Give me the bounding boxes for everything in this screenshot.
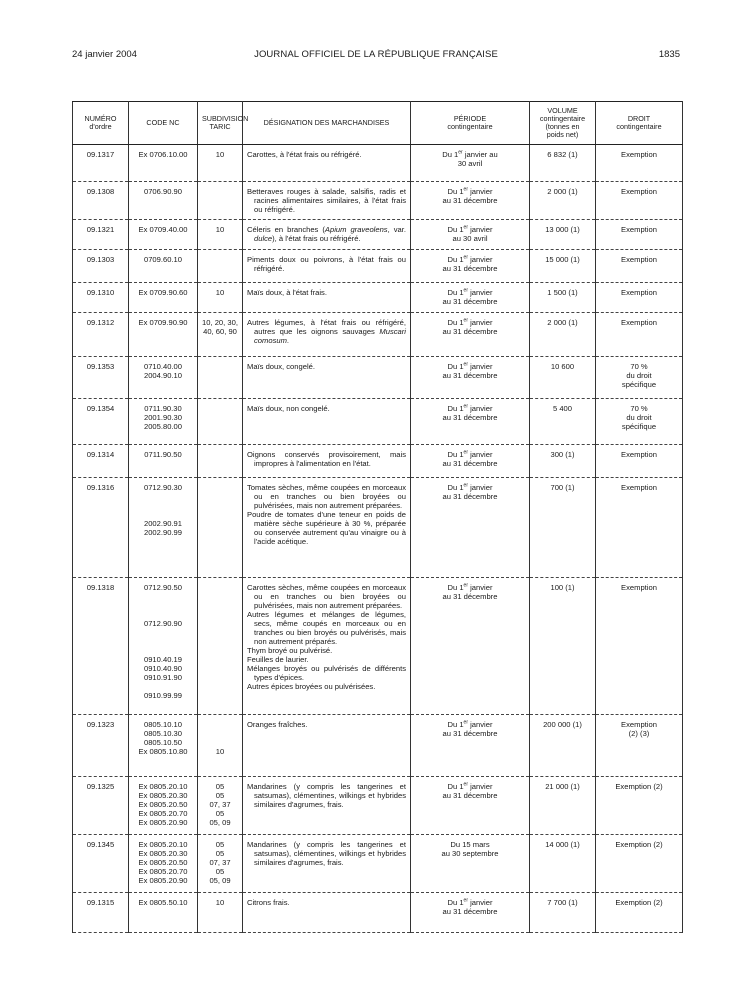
table-row (73, 445, 683, 478)
designation-text: Tomates sèches, même coupées en morceaux ou en tranches ou bien broyées ou pulvérisées, mais non autrement préparées. (247, 483, 406, 510)
table-header-row (73, 102, 683, 145)
designation-cell (243, 399, 411, 445)
col-header-periode (411, 102, 530, 145)
header-line: contingentaire (539, 114, 586, 123)
cell-line: 05 (215, 782, 225, 791)
spacer (133, 682, 193, 691)
numero-cell: 09.1315 (73, 893, 129, 933)
taric-cell (198, 313, 243, 357)
numero-cell: 09.1316 (73, 478, 129, 578)
cell-line: 0910.40.90 (143, 664, 182, 673)
cell-line: 0711.90.30 (144, 404, 182, 413)
table-row (73, 399, 683, 445)
volume-cell: 21 000 (1) (530, 777, 596, 835)
designation-text: Autres épices broyées ou pulvérisées. (247, 682, 376, 691)
cell-line: Ex 0805.20.10 (138, 782, 188, 791)
spacer (133, 637, 193, 646)
droit-cell (596, 145, 683, 182)
cell-line: 0710.40.00 (143, 362, 182, 371)
cell-line: (2) (3) (628, 729, 650, 738)
header-line: CODE NC (146, 118, 180, 127)
spacer (202, 720, 238, 729)
periode-cell (411, 220, 530, 250)
periode-line: au 31 décembre (442, 592, 498, 601)
numero-cell: 09.1318 (73, 578, 129, 715)
header-line: contingentaire (447, 122, 493, 131)
table-row (73, 313, 683, 357)
page-number: 1835 (658, 49, 680, 60)
header-line: DÉSIGNATION DES MARCHANDISES (263, 118, 390, 127)
cell-line: Ex 0805.20.70 (138, 867, 188, 876)
table-row (73, 715, 683, 777)
volume-cell: 100 (1) (530, 578, 596, 715)
designation-cell (243, 145, 411, 182)
table-row (73, 250, 683, 283)
designation-cell (243, 313, 411, 357)
page-date: 24 janvier 2004 (72, 49, 137, 60)
code-nc-cell (129, 250, 198, 283)
designation-text: Maïs doux, à l'état frais. (247, 288, 327, 297)
numero-cell: 09.1310 (73, 283, 129, 313)
designation-text: Mandarines (y compris les tangerines et satsumas), clémentines, wilkings et hybrides similaires d'agrumes, frais. (247, 840, 406, 867)
periode-cell (411, 578, 530, 715)
cell-line: 2002.90.99 (143, 528, 182, 537)
header-line: (tonnes en (545, 122, 580, 131)
periode-line: Du 1er janvier (447, 287, 493, 297)
periode-line: Du 1er janvier (447, 719, 493, 729)
table-row (73, 182, 683, 220)
cell-line: Ex 0709.40.00 (138, 225, 188, 234)
designation-cell (243, 445, 411, 478)
cell-line: Exemption (2) (615, 840, 663, 849)
periode-line: Du 1er janvier (447, 254, 493, 264)
designation-text: Maïs doux, congelé. (247, 362, 315, 371)
droit-cell (596, 283, 683, 313)
spacer (202, 729, 238, 738)
periode-line: 30 avril (457, 159, 483, 168)
periode-line: au 31 décembre (442, 264, 498, 273)
volume-cell: 6 832 (1) (530, 145, 596, 182)
designation-text: Mandarines (y compris les tangerines et satsumas), clémentines, wilkings et hybrides similaires d'agrumes, frais. (247, 782, 406, 809)
cell-line: Exemption (621, 150, 657, 159)
cell-line: 07, 37 (209, 800, 231, 809)
cell-line: Ex 0805.20.50 (138, 858, 188, 867)
col-header-subdivision-taric (198, 102, 249, 145)
code-nc-cell (129, 478, 198, 578)
designation-text: Autres légumes et mélanges de légumes, secs, même coupés en morceaux ou en tranches ou bien broyés ou pulvérisés, mais non autrement préparés. (247, 610, 406, 646)
spacer (133, 628, 193, 637)
taric-cell (198, 182, 243, 220)
cell-line: Ex 0805.20.10 (138, 840, 188, 849)
periode-cell (411, 145, 530, 182)
periode-line: au 31 décembre (442, 729, 498, 738)
periode-cell (411, 399, 530, 445)
taric-cell (198, 357, 243, 399)
cell-line: Exemption (621, 225, 657, 234)
taric-cell (198, 445, 243, 478)
table-row (73, 478, 683, 578)
cell-line: 05, 09 (209, 818, 231, 827)
cell-line: Ex 0805.20.30 (138, 849, 188, 858)
numero-cell: 09.1314 (73, 445, 129, 478)
volume-cell: 200 000 (1) (530, 715, 596, 777)
header-line: PÉRIODE (453, 114, 487, 123)
droit-cell (596, 250, 683, 283)
table-row (73, 283, 683, 313)
cell-line: 0712.90.50 (143, 583, 182, 592)
cell-line: Exemption (621, 720, 657, 729)
designation-text: Thym broyé ou pulvérisé. (247, 646, 333, 655)
designation-cell (243, 835, 411, 893)
periode-cell (411, 250, 530, 283)
numero-cell: 09.1312 (73, 313, 129, 357)
volume-cell: 10 600 (530, 357, 596, 399)
volume-cell: 300 (1) (530, 445, 596, 478)
designation-text: Citrons frais. (247, 898, 290, 907)
cell-line: 0910.91.90 (143, 673, 182, 682)
designation-cell (243, 715, 411, 777)
page-header (72, 49, 680, 63)
cell-line: 2002.90.91 (143, 519, 182, 528)
periode-cell (411, 182, 530, 220)
cell-line: Ex 0805.20.30 (138, 791, 188, 800)
droit-cell (596, 399, 683, 445)
volume-cell: 5 400 (530, 399, 596, 445)
cell-line: Exemption (621, 318, 657, 327)
journal-title: JOURNAL OFFICIEL DE LA RÉPUBLIQUE FRANÇAISE (254, 49, 498, 60)
designation-text: Mélanges broyés ou pulvérisés de différents types d'épices. (247, 664, 406, 682)
header-line: poids net) (546, 130, 579, 139)
droit-cell (596, 357, 683, 399)
cell-line: 10 (215, 225, 225, 234)
cell-line: 0805.10.50 (143, 738, 182, 747)
designation-cell (243, 478, 411, 578)
periode-cell (411, 283, 530, 313)
cell-line: 2004.90.10 (143, 371, 182, 380)
periode-line: Du 1er janvier (447, 781, 493, 791)
cell-line: Ex 0706.10.00 (138, 150, 188, 159)
table-row (73, 220, 683, 250)
volume-cell: 14 000 (1) (530, 835, 596, 893)
periode-line: au 31 décembre (442, 297, 498, 306)
taric-cell (198, 893, 243, 933)
periode-line: au 31 décembre (442, 196, 498, 205)
code-nc-cell (129, 777, 198, 835)
volume-cell: 15 000 (1) (530, 250, 596, 283)
code-nc-cell (129, 145, 198, 182)
header-line: VOLUME (547, 106, 578, 115)
cell-line: 70 % (630, 404, 648, 413)
header-line: DROIT (627, 114, 651, 123)
taric-cell (198, 283, 243, 313)
taric-cell (198, 250, 243, 283)
periode-line: au 30 septembre (441, 849, 499, 858)
cell-line: 0709.60.10 (143, 255, 182, 264)
header-line: TARIC (209, 122, 231, 131)
table-row (73, 893, 683, 933)
table-row (73, 835, 683, 893)
periode-cell (411, 777, 530, 835)
periode-line: au 31 décembre (442, 492, 498, 501)
cell-line: 2005.80.00 (143, 422, 182, 431)
cell-line: 0805.10.10 (143, 720, 182, 729)
droit-cell (596, 220, 683, 250)
cell-line: 05 (215, 867, 225, 876)
cell-line: Exemption (621, 583, 657, 592)
droit-cell (596, 478, 683, 578)
designation-cell (243, 220, 411, 250)
cell-line: 0910.99.99 (143, 691, 182, 700)
cell-line: Ex 0805.20.90 (138, 876, 188, 885)
taric-cell (198, 145, 243, 182)
periode-line: Du 1er janvier (447, 403, 493, 413)
periode-line: Du 1er janvier (447, 361, 493, 371)
table-row (73, 578, 683, 715)
spacer (133, 510, 193, 519)
cell-line: 0706.90.90 (143, 187, 182, 196)
periode-line: Du 15 mars (450, 840, 490, 849)
designation-cell (243, 357, 411, 399)
numero-cell: 09.1354 (73, 399, 129, 445)
volume-cell: 2 000 (1) (530, 182, 596, 220)
periode-line: Du 1er janvier (447, 317, 493, 327)
periode-line: Du 1er janvier (447, 186, 493, 196)
periode-line: au 31 décembre (442, 371, 498, 380)
col-header-droit (596, 102, 683, 145)
designation-text: Oignons conservés provisoirement, mais impropres à l'alimentation en l'état. (247, 450, 406, 468)
code-nc-cell (129, 399, 198, 445)
droit-cell (596, 182, 683, 220)
taric-cell (198, 399, 243, 445)
cell-line: Ex 0709.90.90 (138, 318, 188, 327)
volume-cell: 13 000 (1) (530, 220, 596, 250)
cell-line: Exemption (621, 450, 657, 459)
taric-cell (198, 835, 243, 893)
table-row (73, 777, 683, 835)
designation-text: Carottes sèches, même coupées en morceaux ou en tranches ou bien broyées ou pulvérisées, mais non autrement préparées. (247, 583, 406, 610)
volume-cell: 1 500 (1) (530, 283, 596, 313)
designation-text: Maïs doux, non congelé. (247, 404, 330, 413)
periode-line: au 31 décembre (442, 907, 498, 916)
droit-cell (596, 313, 683, 357)
cell-line: spécifique (621, 422, 657, 431)
cell-line: 05 (215, 840, 225, 849)
droit-cell (596, 835, 683, 893)
cell-line: 10 (215, 747, 225, 756)
col-header-designation (243, 102, 411, 145)
numero-cell: 09.1321 (73, 220, 129, 250)
numero-cell: 09.1323 (73, 715, 129, 777)
cell-line: Ex 0805.20.50 (138, 800, 188, 809)
code-nc-cell (129, 182, 198, 220)
header-line: contingentaire (616, 122, 662, 131)
code-nc-cell (129, 578, 198, 715)
designation-cell (243, 893, 411, 933)
designation-cell (243, 182, 411, 220)
designation-cell (243, 250, 411, 283)
cell-line: 40, 60, 90 (203, 327, 237, 336)
volume-cell: 700 (1) (530, 478, 596, 578)
designation-text: Céleris en branches (Apium graveolens, var. dulce), à l'état frais ou réfrigéré. (247, 225, 406, 243)
cell-line: spécifique (621, 380, 657, 389)
code-nc-cell (129, 283, 198, 313)
cell-line: Exemption (2) (615, 782, 663, 791)
cell-line: Ex 0709.90.60 (138, 288, 188, 297)
spacer (133, 646, 193, 655)
periode-line: Du 1er janvier (447, 582, 493, 592)
periode-line: Du 1er janvier (447, 224, 493, 234)
periode-cell (411, 357, 530, 399)
periode-line: Du 1er janvier (447, 482, 493, 492)
periode-cell (411, 715, 530, 777)
taric-cell (198, 478, 243, 578)
periode-line: Du 1er janvier (447, 449, 493, 459)
table-row (73, 145, 683, 182)
cell-line: Exemption (621, 288, 657, 297)
periode-line: au 30 avril (452, 234, 488, 243)
designation-text: Autres légumes, à l'état frais ou réfrigéré, autres que les oignons sauvages Muscari comosum. (247, 318, 406, 345)
numero-cell: 09.1325 (73, 777, 129, 835)
periode-line: au 31 décembre (442, 459, 498, 468)
cell-line: 05 (215, 849, 225, 858)
cell-line: 0805.10.30 (143, 729, 182, 738)
cell-line: 07, 37 (209, 858, 231, 867)
droit-cell (596, 578, 683, 715)
periode-cell (411, 313, 530, 357)
table-row (73, 357, 683, 399)
designation-text: Piments doux ou poivrons, à l'état frais ou réfrigéré. (247, 255, 406, 273)
cell-line: 05 (215, 809, 225, 818)
cell-line: Exemption (621, 483, 657, 492)
designation-cell (243, 283, 411, 313)
taric-cell (198, 715, 243, 777)
taric-cell (198, 777, 243, 835)
numero-cell: 09.1317 (73, 145, 129, 182)
numero-cell: 09.1353 (73, 357, 129, 399)
spacer (133, 610, 193, 619)
periode-line: au 31 décembre (442, 791, 498, 800)
cell-line: du droit (626, 371, 652, 380)
cell-line: 05 (215, 791, 225, 800)
code-nc-cell (129, 835, 198, 893)
cell-line: Exemption (621, 187, 657, 196)
col-header-volume (530, 102, 596, 145)
designation-text: Poudre de tomates d'une teneur en poids de matière sèche supérieure à 30 %, préparée ou conservée autrement qu'au vinaigre ou à l'acide acétique. (247, 510, 406, 546)
spacer (133, 601, 193, 610)
code-nc-cell (129, 445, 198, 478)
periode-cell (411, 478, 530, 578)
cell-line: Ex 0805.20.90 (138, 818, 188, 827)
periode-cell (411, 835, 530, 893)
numero-cell: 09.1303 (73, 250, 129, 283)
cell-line: 10, 20, 30, (202, 318, 238, 327)
code-nc-cell (129, 893, 198, 933)
droit-cell (596, 893, 683, 933)
spacer (133, 592, 193, 601)
cell-line: Exemption (621, 255, 657, 264)
designation-text: Carottes, à l'état frais ou réfrigéré. (247, 150, 362, 159)
cell-line: Ex 0805.10.80 (138, 747, 188, 756)
periode-line: Du 1er janvier (447, 897, 493, 907)
header-line: SUBDIVISION (202, 114, 249, 123)
cell-line: 2001.90.30 (143, 413, 182, 422)
periode-cell (411, 893, 530, 933)
code-nc-cell (129, 715, 198, 777)
periode-line: au 31 décembre (442, 327, 498, 336)
cell-line: 10 (215, 150, 225, 159)
cell-line: Exemption (2) (615, 898, 663, 907)
volume-cell: 7 700 (1) (530, 893, 596, 933)
cell-line: 0712.90.30 (143, 483, 182, 492)
periode-cell (411, 445, 530, 478)
cell-line: Ex 0805.20.70 (138, 809, 188, 818)
spacer (133, 501, 193, 510)
cell-line: 10 (215, 288, 225, 297)
designation-text: Feuilles de laurier. (247, 655, 309, 664)
designation-text: Oranges fraîches. (247, 720, 308, 729)
cell-line: 10 (215, 898, 225, 907)
periode-line: au 31 décembre (442, 413, 498, 422)
designation-text: Betteraves rouges à salade, salsifis, radis et racines alimentaires similaires, à l'état frais ou réfrigéré. (247, 187, 406, 214)
cell-line: 0712.90.90 (143, 619, 182, 628)
cell-line: 0910.40.19 (143, 655, 182, 664)
col-header-numero (73, 102, 129, 145)
numero-cell: 09.1308 (73, 182, 129, 220)
droit-cell (596, 445, 683, 478)
cell-line: 05, 09 (209, 876, 231, 885)
code-nc-cell (129, 220, 198, 250)
spacer (202, 738, 238, 747)
taric-cell (198, 220, 243, 250)
code-nc-cell (129, 313, 198, 357)
designation-cell (243, 578, 411, 715)
cell-line: 0711.90.50 (144, 450, 182, 459)
taric-cell (198, 578, 243, 715)
designation-cell (243, 777, 411, 835)
droit-cell (596, 777, 683, 835)
col-header-code-nc (129, 102, 198, 145)
periode-line: Du 1er janvier au (442, 149, 498, 159)
header-line: NUMÉRO (84, 114, 117, 123)
volume-cell: 2 000 (1) (530, 313, 596, 357)
cell-line: 70 % (630, 362, 648, 371)
header-line: d'ordre (89, 122, 112, 131)
numero-cell: 09.1345 (73, 835, 129, 893)
spacer (133, 492, 193, 501)
code-nc-cell (129, 357, 198, 399)
tariff-quota-table (72, 101, 683, 933)
cell-line: du droit (626, 413, 652, 422)
droit-cell (596, 715, 683, 777)
cell-line: Ex 0805.50.10 (138, 898, 188, 907)
